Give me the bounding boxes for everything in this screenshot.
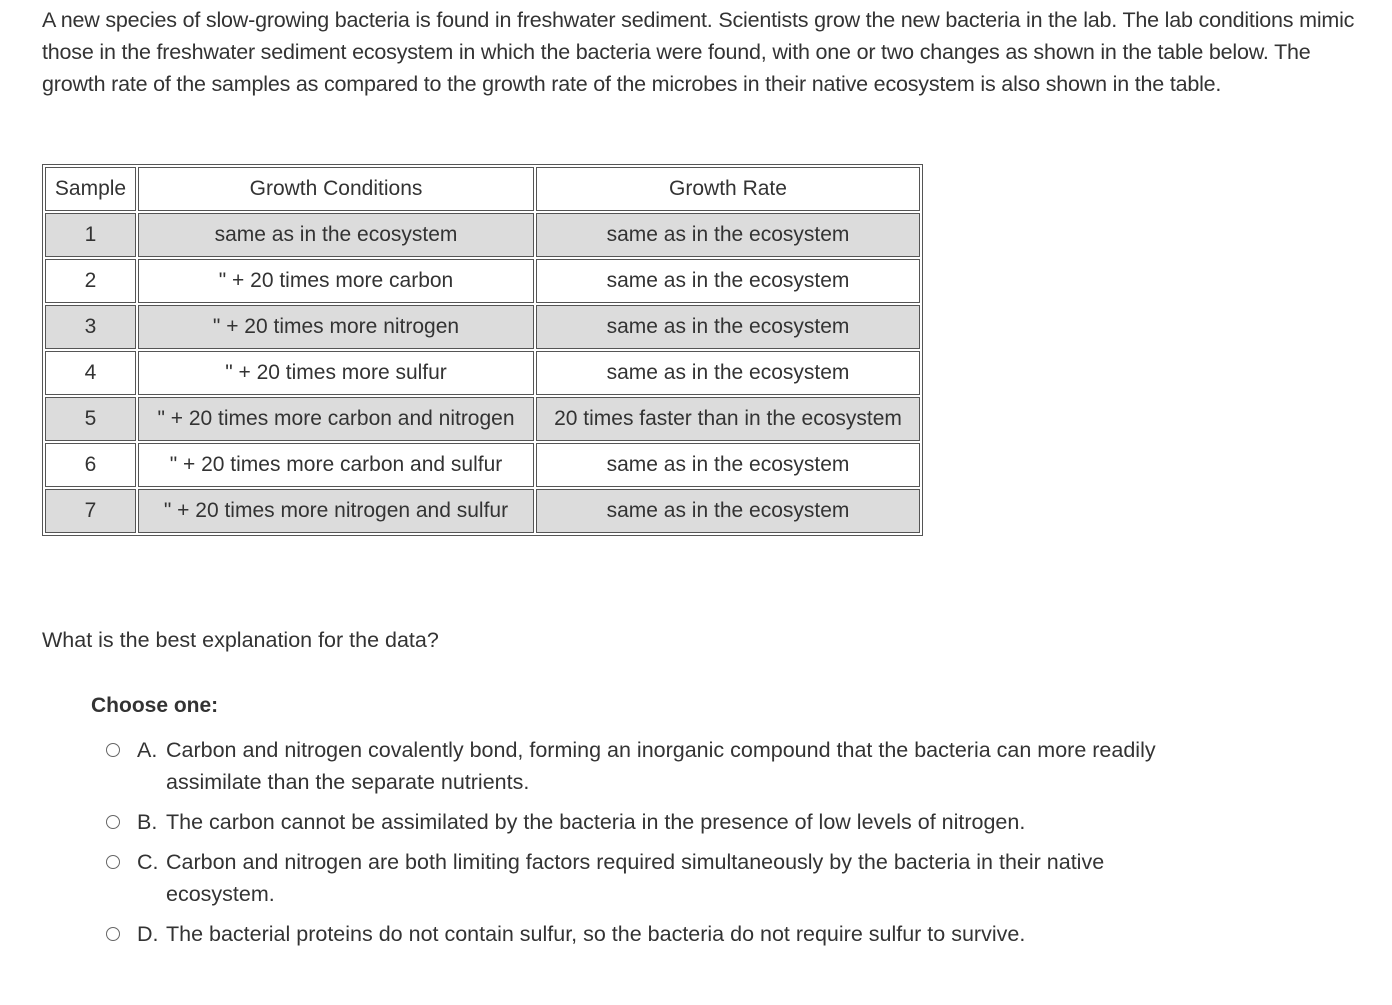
question-text: What is the best explanation for the data?	[42, 628, 439, 652]
intro-paragraph: A new species of slow-growing bacteria is found in freshwater sediment. Scientists grow the new bacteria in the lab. The lab conditions mimic those in the freshwater sediment ecosystem in which the bacteria were found, with one or two changes as shown in the table below. The growth rate of the samples as compared to the growth rate of the microbes in their native ecosystem is also shown in the table.	[42, 8, 1355, 96]
cell-sample: 2	[45, 259, 136, 303]
option-text: Carbon and nitrogen are both limiting factors required simultaneously by the bacteria in their native ecosystem.	[166, 850, 1105, 906]
option-text: The carbon cannot be assimilated by the bacteria in the presence of low levels of nitrogen.	[166, 810, 1026, 834]
option-letter: C.	[137, 850, 159, 874]
header-sample: Sample	[45, 167, 136, 211]
cell-rate: same as in the ecosystem	[536, 489, 920, 533]
table-row	[45, 443, 920, 487]
cell-rate: same as in the ecosystem	[536, 259, 920, 303]
cell-sample: 3	[45, 305, 136, 349]
radio-button-a[interactable]	[106, 743, 120, 757]
option-d[interactable]	[106, 918, 1206, 950]
cell-sample: 5	[45, 397, 136, 441]
cell-conditions: same as in the ecosystem	[138, 213, 534, 257]
option-b[interactable]	[106, 806, 1206, 838]
cell-sample: 4	[45, 351, 136, 395]
table-row	[45, 213, 920, 257]
cell-rate: same as in the ecosystem	[536, 443, 920, 487]
data-table	[42, 164, 923, 536]
option-letter: A.	[137, 738, 158, 762]
cell-rate: same as in the ecosystem	[536, 305, 920, 349]
cell-sample: 6	[45, 443, 136, 487]
table-row	[45, 489, 920, 533]
header-growth-rate: Growth Rate	[536, 167, 920, 211]
answer-options	[106, 734, 1206, 958]
choose-one-label: Choose one:	[91, 694, 219, 717]
cell-conditions: " + 20 times more carbon and sulfur	[138, 443, 534, 487]
option-a[interactable]	[106, 734, 1206, 798]
cell-sample: 1	[45, 213, 136, 257]
option-c[interactable]	[106, 846, 1206, 910]
cell-conditions: " + 20 times more carbon	[138, 259, 534, 303]
cell-sample: 7	[45, 489, 136, 533]
option-letter: D.	[137, 922, 159, 946]
cell-conditions: " + 20 times more carbon and nitrogen	[138, 397, 534, 441]
table-header-row	[45, 167, 920, 211]
header-growth-conditions: Growth Conditions	[138, 167, 534, 211]
radio-button-c[interactable]	[106, 855, 120, 869]
table-row	[45, 259, 920, 303]
cell-conditions: " + 20 times more sulfur	[138, 351, 534, 395]
option-text: Carbon and nitrogen covalently bond, forming an inorganic compound that the bacteria can more readily assimilate than the separate nutrients.	[166, 738, 1156, 794]
radio-button-d[interactable]	[106, 927, 120, 941]
table-row	[45, 351, 920, 395]
table-row	[45, 305, 920, 349]
cell-rate: same as in the ecosystem	[536, 213, 920, 257]
cell-conditions: " + 20 times more nitrogen and sulfur	[138, 489, 534, 533]
radio-button-b[interactable]	[106, 815, 120, 829]
cell-rate: 20 times faster than in the ecosystem	[536, 397, 920, 441]
table-row	[45, 397, 920, 441]
option-letter: B.	[137, 810, 158, 834]
cell-rate: same as in the ecosystem	[536, 351, 920, 395]
cell-conditions: " + 20 times more nitrogen	[138, 305, 534, 349]
option-text: The bacterial proteins do not contain sulfur, so the bacteria do not require sulfur to survive.	[166, 922, 1026, 946]
